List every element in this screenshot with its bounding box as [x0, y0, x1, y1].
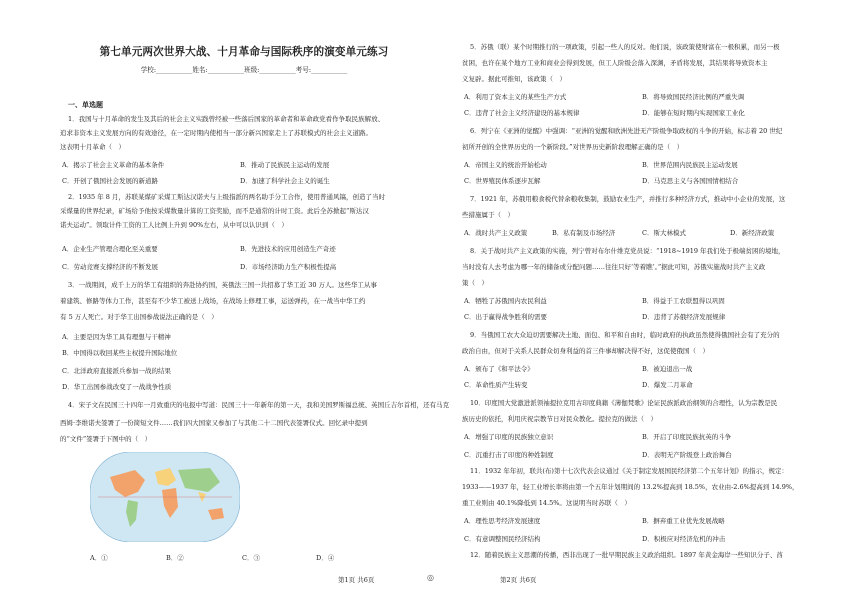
section-heading: 一、单选题: [68, 100, 103, 109]
q1-option-b[interactable]: B．推动了民族民主运动的发展: [240, 161, 330, 169]
q2-line-2: 采煤量的世界纪录，矿场给予他按采煤数量计算的工资奖励，而不是通常的计时工资。此后全苏掀起“斯达汉: [60, 207, 369, 215]
q6-option-d[interactable]: D．马克思主义与各国国情相结合: [642, 177, 739, 185]
q11-option-c[interactable]: C．有意调整国民经济结构: [464, 535, 541, 543]
q2-line-3: 诺夫运动”。领取计件工资的工人比例上升到 90%左右，从中可以认识到（ ）: [60, 221, 288, 229]
q10-line-1: 10．印度国大党激进派领袖提拉克用古印度典籍《薄伽梵歌》论证民族派政治纲领的合理性，认为宗教是民: [470, 399, 778, 407]
q9-option-b[interactable]: B．被迫退出一战: [642, 365, 693, 373]
q1-line-3: 这表明十月革命（ ）: [60, 143, 125, 151]
q4-option-c[interactable]: C．③: [242, 554, 260, 562]
world-map-image: [90, 452, 240, 542]
q5-line-2: 贫困，也许在某个地方工业和商业会得到发展，但工人阶级会落入深渊，矛盾将发展，其结果将导致资本主: [462, 59, 768, 67]
q8-option-d[interactable]: D．违背了苏俄经济发展规律: [642, 313, 726, 321]
q7-option-c[interactable]: C．斯大林模式: [642, 229, 686, 237]
page-number-right: 第2页 共6页: [500, 576, 537, 584]
q3-option-c[interactable]: C．北洋政府直接派兵参加一战的结果: [62, 367, 171, 375]
q9-option-d[interactable]: D．爆发二月革命: [642, 381, 693, 389]
q4-line-1: 4．宋子文在民国三十四年一月致重庆的电报中写道：民国三十一年新年的第一天，我和美国罗斯福总统、英国丘吉尔首相，还有马克: [68, 401, 450, 409]
q11-option-d[interactable]: D．积极应对经济危机的冲击: [642, 535, 726, 543]
q11-option-a[interactable]: A．理性思考经济发展速度: [464, 517, 541, 525]
q6-option-b[interactable]: B．世界范围内民族民主运动发展: [642, 161, 738, 169]
q3-option-d[interactable]: D．华工出国参战改变了一战战争性质: [62, 383, 172, 391]
q10-option-d[interactable]: D．表明无产阶级登上政治舞台: [642, 451, 732, 459]
q3-line-2: 着建筑、修路等体力工作，甚至有不少华工被送上战场，在战场上修理工事，运送弹药，在一战当中华工约: [60, 297, 366, 305]
q9-line-1: 9．当俄国工农大众迫切需要解决土地、面包、和平和自由时，临时政府的执政虽然使得俄国社会有了充分的: [470, 331, 780, 339]
q10-option-a[interactable]: A．增强了印度的民族独立意识: [464, 433, 554, 441]
q4-option-a[interactable]: A．①: [90, 554, 108, 562]
q8-line-2: 当时没有人去考虑为哪一年的储备或分配问题……往往只好‘等着瞧’。”据此可知，苏俄实施战时共产主义政: [462, 263, 766, 271]
q6-line-2: 初所开创的全世界历史的一个新阶段。”对世界历史新阶段理解正确的是（ ）: [462, 143, 684, 151]
q10-line-2: 族历史的依托，利用庆祝宗教节日对民众教化。提拉克的做法（ ）: [462, 415, 657, 423]
q9-option-c[interactable]: C．革命性质产生转变: [464, 381, 528, 389]
q5-option-b[interactable]: B．将导致国民经济比例的严重失调: [642, 93, 745, 101]
q8-line-3: 策（ ）: [462, 279, 488, 287]
left-page: [60, 0, 450, 608]
q5-option-d[interactable]: D．能够在短时期内实现国家工业化: [642, 109, 745, 117]
q8-option-c[interactable]: C．出于赢得战争胜利的需要: [464, 313, 547, 321]
q3-option-b[interactable]: B．中国得以收回某些主权提升国际地位: [62, 349, 178, 357]
q9-option-a[interactable]: A．颁布了《和平法令》: [464, 365, 534, 373]
q3-option-a[interactable]: A．主要是因为华工具有理想与干精神: [62, 333, 171, 341]
q12-line-1: 12．随着民族主义思潮的传播，西非出现了一批早期民族主义政治组织。1897 年黄金海岸一些知识分子、酋: [470, 551, 783, 559]
center-mark: ◎: [427, 573, 434, 582]
q6-line-1: 6．列宁在《亚洲的觉醒》中强调：“亚洲的觉醒和欧洲先进无产阶级争取政权的斗争的开始，标志着 20 世纪: [470, 127, 783, 135]
q7-line-2: 些措施属于（ ）: [462, 211, 514, 219]
q9-line-2: 政治自由，但对于关系人民群众切身利益的首三件事却解决得不好，这促使俄国（ ）: [462, 347, 709, 355]
q1-line-1: 1．我国与十月革命的发生及其后的社会主义实践曾经被一些落后国家的革命者和革命政党看作争取民族解放、: [68, 115, 385, 123]
q1-line-2: 追求非资本主义发展方向的有效途径，在一定时期内使相当一部分新兴国家走上了苏联模式的社会主义道路。: [60, 129, 372, 137]
q10-option-c[interactable]: C．沉重打击了印度的种姓制度: [464, 451, 554, 459]
q4-line-3: 的“文件”签署于下图中的（ ）: [60, 435, 152, 443]
q1-option-d[interactable]: D．加速了科学社会主义的诞生: [240, 177, 330, 185]
q8-option-b[interactable]: B．得益于工农联盟得以巩固: [642, 297, 725, 305]
q11-option-b[interactable]: B．摒弃重工业优先发展战略: [642, 517, 725, 525]
q8-option-a[interactable]: A．牺牲了苏俄国内农民利益: [464, 297, 547, 305]
q5-line-1: 5．苏俄（联）某个时期推行的一项政策，引起一些人的反对。他们说，该政策使财富在一极积累，而另一极: [470, 43, 780, 51]
q5-option-c[interactable]: C．违背了社会主义经济建设的基本规律: [464, 109, 580, 117]
q11-line-1: 11．1932 年年初，联共(布)第十七次代表会议通过《关于制定发展国民经济第二个五年计划》的指示，规定：: [470, 467, 788, 475]
q8-line-1: 8．关于战时共产主义政策的实施，列宁曾对布尔什维克党员说：“1918~1919 年我们处于极端贫困的境地，: [470, 247, 785, 255]
q2-option-d[interactable]: D．市场经济助力生产积极性提高: [240, 263, 337, 271]
q2-option-c[interactable]: C．劳动竞赛支撑经济的不断发展: [62, 263, 158, 271]
q11-line-2: 1933——1937 年，轻工业增长率将由第一个五年计划期间的 13.2%提高到 18.5%，农业由-2.6%提高到 14.9%，: [462, 483, 799, 491]
q7-line-1: 7．1921 年，苏俄用粮食税代替余粮收集制，鼓励农业生产，并推行多种经济方式，推动中小企业的发展，这: [470, 195, 786, 203]
q3-line-3: 有 5 万人死亡。对于华工出国参战说法正确的是（ ）: [60, 313, 218, 321]
q7-option-b[interactable]: B．私有制及市场经济: [552, 229, 616, 237]
right-page: [462, 0, 824, 608]
q6-option-a[interactable]: A．帝国主义的统治开始松动: [464, 161, 547, 169]
q1-option-a[interactable]: A．揭示了社会主义革命的基本条件: [62, 161, 165, 169]
q2-option-a[interactable]: A．企业生产管理合理化至关重要: [62, 245, 158, 253]
q11-line-3: 重工业则由 40.1%降低到 14.5%。这说明当时苏联（ ）: [462, 499, 631, 507]
q5-option-a[interactable]: A．利用了资本主义的某些生产方式: [464, 93, 567, 101]
q1-option-c[interactable]: C．开创了俄国社会发展的新道路: [62, 177, 158, 185]
page-number-left: 第1页 共6页: [338, 576, 375, 584]
q4-line-2: 西姆·李维诺夫签署了一份简短文件……我们四大国家又参加了与其他二十二国代表签署仪式。回忆录中提到: [60, 419, 368, 427]
q7-option-d[interactable]: D．新经济政策: [730, 229, 775, 237]
q5-line-3: 义复辟。据此可推知，该政策（ ）: [462, 75, 566, 83]
q2-option-b[interactable]: B．先进技术的应用创造生产奇迹: [240, 245, 336, 253]
q4-option-b[interactable]: B．②: [166, 554, 184, 562]
q6-option-c[interactable]: C．世界殖民体系逐步瓦解: [464, 177, 541, 185]
page-title: 第七单元两次世界大战、十月革命与国际秩序的演变单元练习: [99, 46, 389, 58]
q2-line-1: 2．1935 年 8 月，苏联某煤矿采煤工斯达汉诺夫与上级指派的两名助手分工合作，使用普通风镐，创造了当时: [68, 193, 386, 201]
q10-option-b[interactable]: B．开启了印度民族抗英的斗争: [642, 433, 732, 441]
student-info-line: 学校:___________姓名:___________班级:___________考号:___________: [140, 66, 348, 74]
q4-option-d[interactable]: D．④: [316, 554, 335, 562]
q7-option-a[interactable]: A．战时共产主义政策: [464, 229, 528, 237]
q3-line-1: 3．一战期间，成千上万的华工有组织的奔赴协约国，英俄法三国一共招募了华工近 30 万人。这些华工从事: [68, 281, 378, 289]
